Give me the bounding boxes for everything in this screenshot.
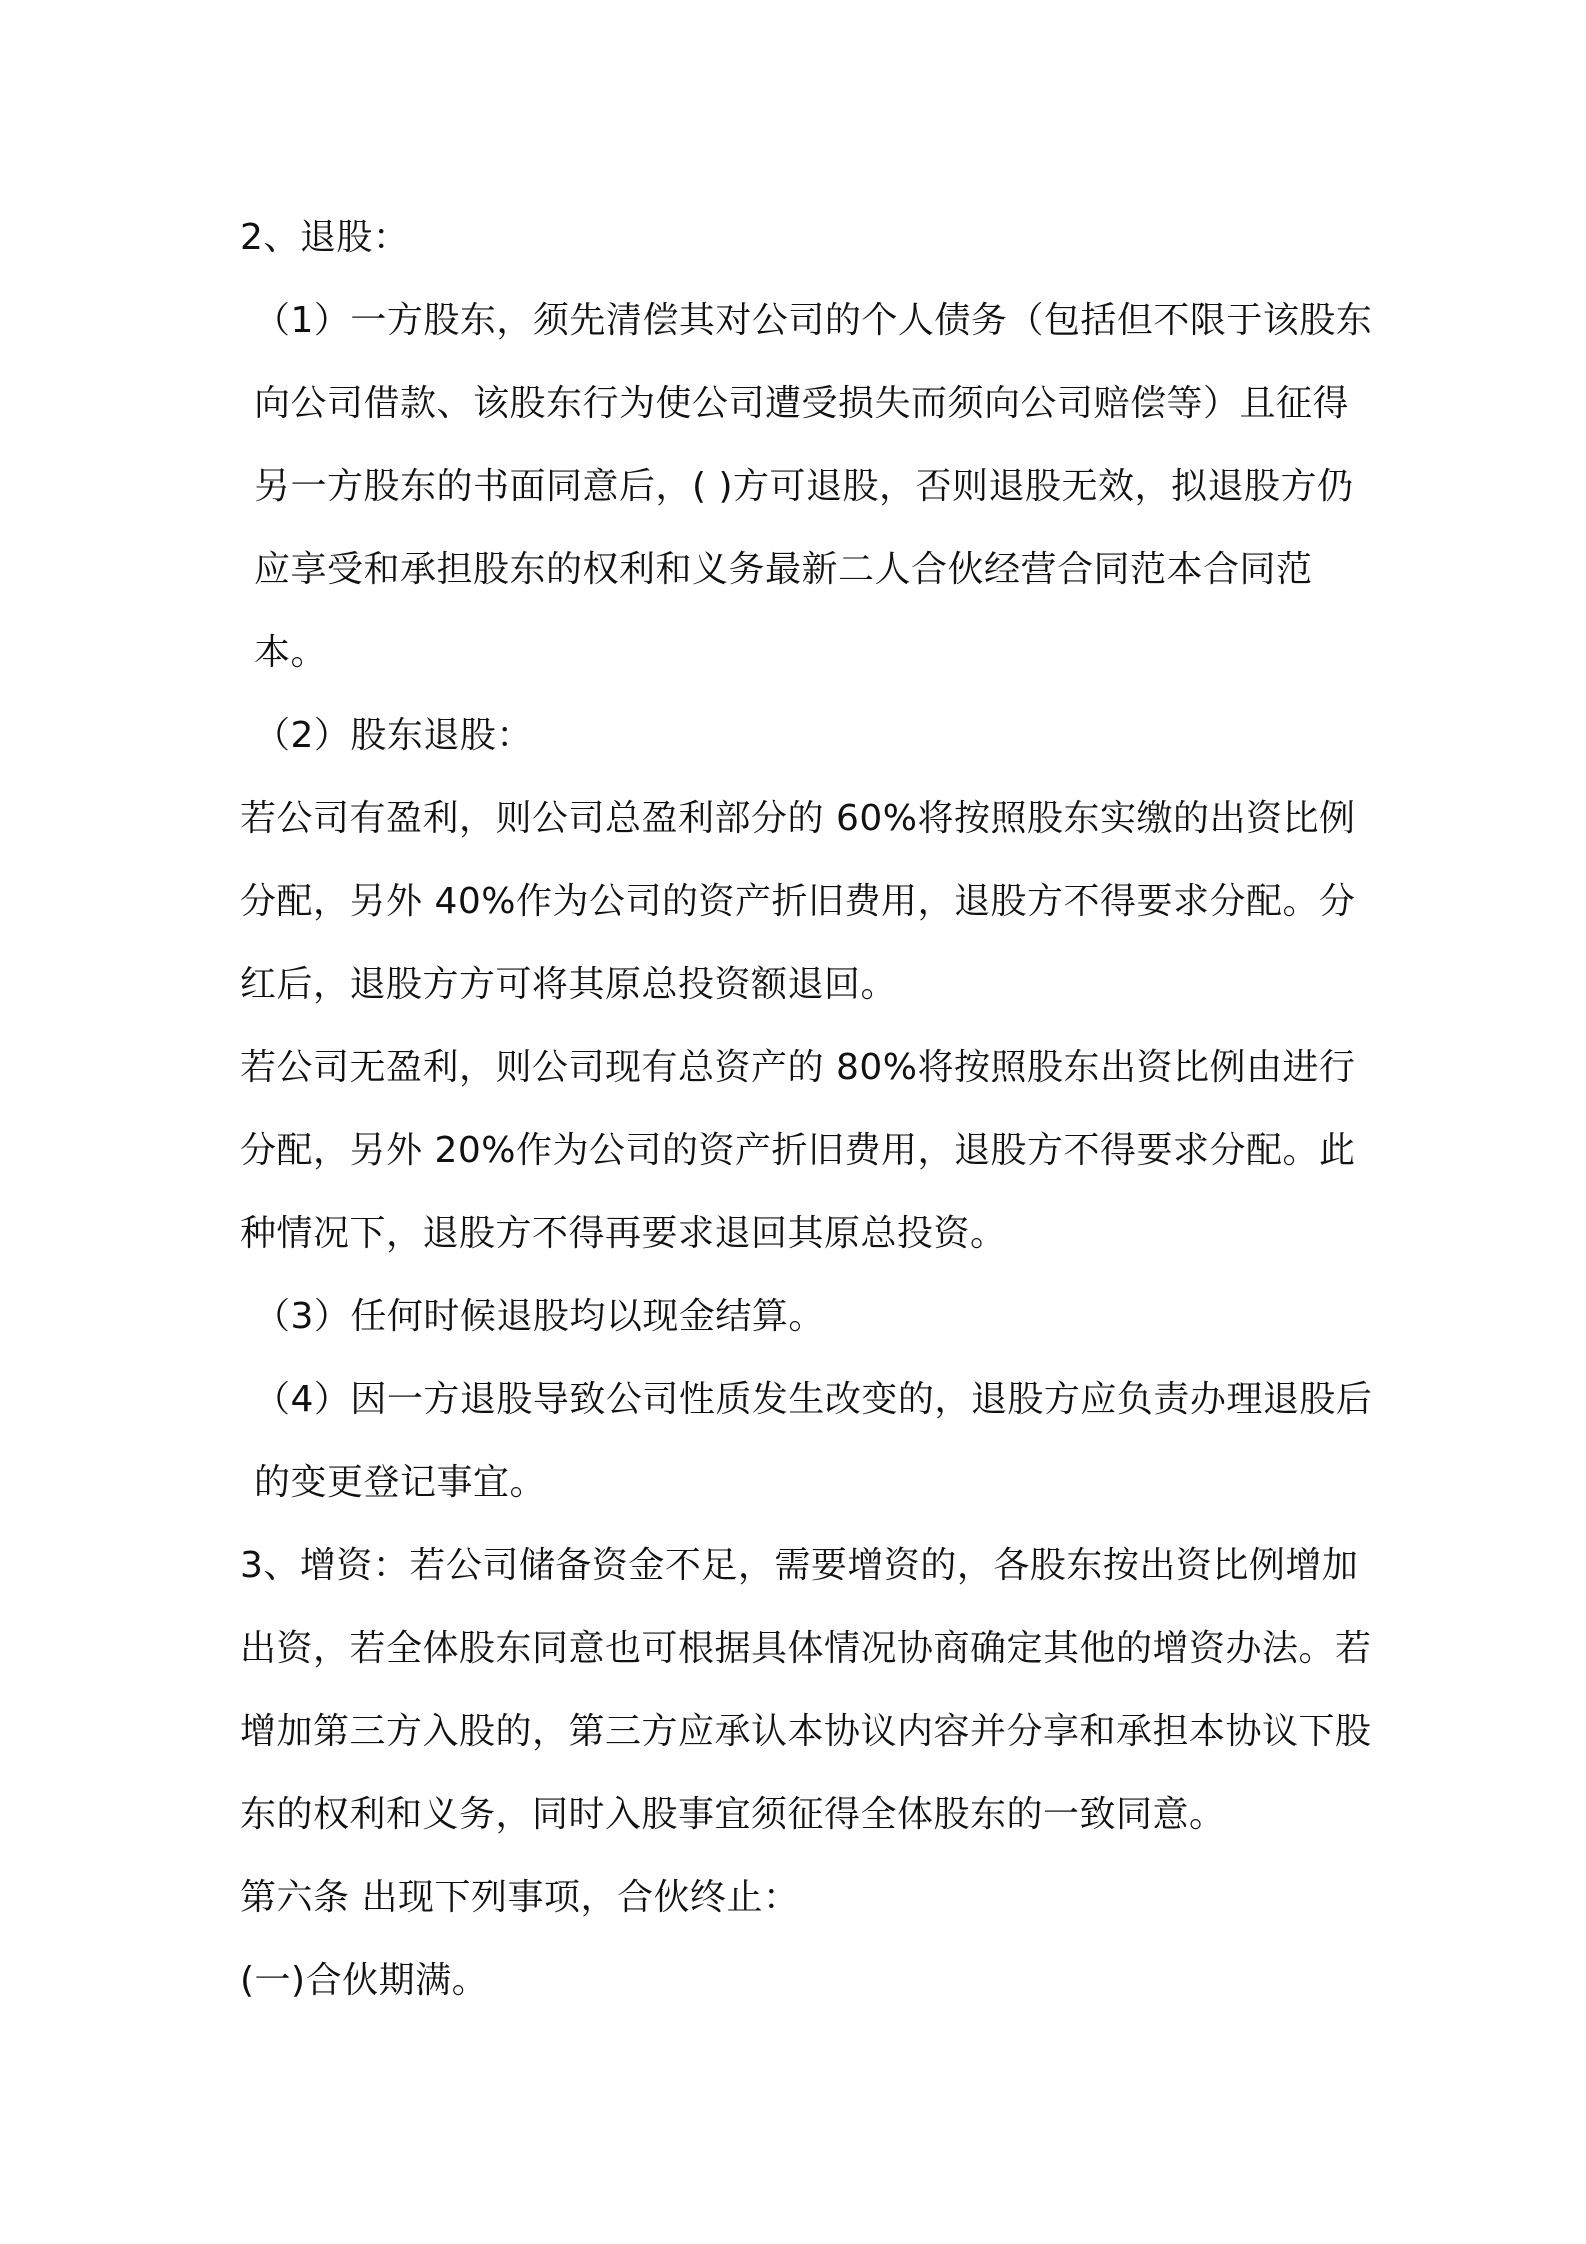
clause-withdrawal-2-heading: （2）股东退股： (254, 715, 533, 756)
clause-withdrawal-1: （1）一方股东，须先清偿其对公司的个人债务（包括但不限于该股东向公司借款、该股东行为使公司遭受损失而须向公司赔偿等）且征得另一方股东的书面同意后，( )方可退股，否则退股无效，拟退股方仍应享受和承担股东的权利和义务最新二人合伙经营合同范本合同范本。 (254, 300, 1373, 673)
article-six-item-1: (一)合伙期满。 (240, 1960, 489, 2001)
section-heading-withdrawal: 2、退股： (240, 217, 410, 258)
clause-no-profit-case: 若公司无盈利，则公司现有总资产的 80%将按照股东出资比例由进行分配，另外 20%作为公司的资产折旧费用，退股方不得要求分配。此种情况下，退股方不得再要求退回其原总投资。 (240, 1047, 1356, 1254)
clause-withdrawal-3: （3）任何时候退股均以现金结算。 (254, 1296, 825, 1337)
document-body (240, 196, 1380, 2022)
clause-profit-case: 若公司有盈利，则公司总盈利部分的 60%将按照股东实缴的出资比例分配，另外 40%作为公司的资产折旧费用，退股方不得要求分配。分红后，退股方方可将其原总投资额退回。 (240, 798, 1356, 1005)
clause-withdrawal-4: （4）因一方退股导致公司性质发生改变的，退股方应负责办理退股后的变更登记事宜。 (254, 1379, 1373, 1503)
article-six-heading: 第六条 出现下列事项，合伙终止： (240, 1877, 800, 1918)
section-capital-increase: 3、增资：若公司储备资金不足，需要增资的，各股东按出资比例增加出资，若全体股东同意也可根据具体情况协商确定其他的增资办法。若增加第三方入股的，第三方应承认本协议内容并分享和承担本协议下股东的权利和义务，同时入股事宜须征得全体股东的一致同意。 (240, 1545, 1372, 1835)
